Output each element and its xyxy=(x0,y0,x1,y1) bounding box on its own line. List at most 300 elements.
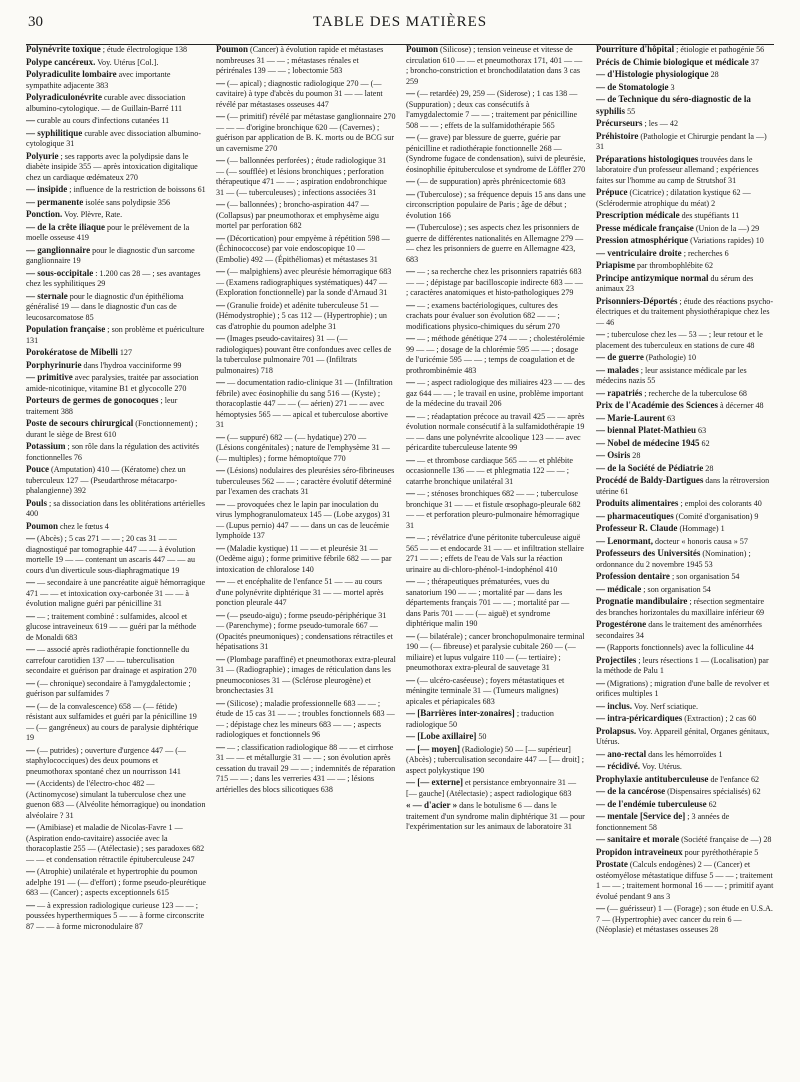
index-entry-text: ; son rôle dans la régulation des activités fonctionnelles 76 xyxy=(26,442,200,462)
index-entry-heading: Poste de secours chirurgical xyxy=(26,418,134,428)
index-entry-text: (Décortication) pour empyème à répétition 598 — (Échinococcose) par voie endoscopique 10 — (Embolie) 492 — (Épithéliomas) et métastases 31 xyxy=(216,233,390,264)
index-entry-text: et persistance embryonnaire 31 — [— gauche] (Atélectasie) ; aspect radiologique 683 xyxy=(406,778,577,798)
index-entry-text: — et thrombose cardiaque 565 — — et phlébite occasionnelle 136 — — et phlegmatia 122 — — ; catarrhe bronchique unilatéral 31 xyxy=(406,455,574,486)
index-entry-text: : 1.200 cas 28 — ; ses avantages chez les syphilitiques 29 xyxy=(26,268,201,288)
index-entry-text: (— ballonnées perforées) ; étude radiologique 31 — (— soufflée) et lésions bronchiques ; perforation thérapeutique 471 — — ; aspiration endobronchique 31 — (— tuberculeuses) ; infections associées 31 xyxy=(216,156,387,197)
index-entry-heading: — sous-occipitale xyxy=(26,267,94,278)
index-entry-heading: Polynévrite toxique xyxy=(26,44,101,54)
index-entry xyxy=(596,713,776,725)
index-entry-heading: Professeur R. Claude xyxy=(596,523,678,533)
index-entry-text: ; étude des réactions psycho-électriques et du traitement physiothérapique chez les — 46 xyxy=(596,296,774,327)
index-entry xyxy=(596,425,776,437)
index-entry xyxy=(596,400,776,412)
index-entry-heading: Pouls xyxy=(26,497,48,508)
index-entry-text: (Calculs endogènes) 2 — (Cancer) et ostéomyélose métastatique diffuse 5 — — ; traitement 1 — — ; traitement hormonal 16 — — ; primitif ayant évolué pendant 9 ans 3 xyxy=(596,860,774,901)
index-entry-text: — ; aspect radiologique des miliaires 423 — — des gaz 644 — — ; le travail en usine, problème important de la médecine du travail 206 xyxy=(406,378,585,408)
index-entry xyxy=(596,94,776,117)
index-entry xyxy=(216,266,396,299)
index-entry-text: ; son problème et puériculture 131 xyxy=(26,325,205,345)
index-entry-heading: — xyxy=(406,333,415,343)
index-entry-text: (Fonctionnement) ; durant le siège de Brest 610 xyxy=(26,419,198,439)
index-entry xyxy=(26,360,206,372)
index-entry-text: par thrombophlébite 62 xyxy=(637,261,714,270)
index-entry-text: 28 xyxy=(632,451,641,460)
index-entry xyxy=(596,438,776,450)
index-entry-text: avec importante sympathite adjacente 383 xyxy=(26,70,171,90)
index-entry-heading: — xyxy=(26,866,35,876)
index-entry-text: ; recherches 6 xyxy=(683,248,729,258)
index-entry-text: curable avec dissociation albumino-cytologique 31 xyxy=(26,128,201,148)
index-entry-text: (Radiologie) 50 — [— supérieur] (Abcès) ; tuberculisation secondaire 447 — [— droit] ; aspect polykystique 190 xyxy=(406,744,585,775)
index-entry-heading: — xyxy=(216,266,225,276)
index-entry-text: — documentation radio-clinique 31 — (Infiltration fébrile) avec éosinophilie du sang 516 — (Kyste) ; thoracoplastie 447 — — (— aérien) 271 — — avec hémoptysies 565 — — apical et tuberculose abortive 31 xyxy=(216,378,393,429)
index-entry-text: dans la rétroversion utérine 61 xyxy=(596,476,770,496)
index-entry-heading: — xyxy=(26,577,35,587)
index-entry xyxy=(406,631,586,674)
index-entry-heading: — [— externe] xyxy=(406,777,463,787)
index-entry xyxy=(406,532,586,575)
index-entry-heading: — xyxy=(26,644,35,654)
index-entry-text: ; leur assistance médicale par les médecins nazis 55 xyxy=(596,365,747,385)
index-entry-text: (Cancer) à évolution rapide et métastases nombreuses 31 — — ; métastases rénales et périrénales 139 — — ; lobectomie 583 xyxy=(216,45,384,75)
index-entry xyxy=(596,154,776,187)
index-entry-text: chez le fœtus 4 xyxy=(60,521,109,531)
page-title: TABLE DES MATIÈRES xyxy=(312,14,488,30)
index-entry-text: (— de la convalescence) 658 — (— fétide) résistant aux sulfamides et guéri par la pénicilline 19 — (— gangréneux) au cours de paralysie diphtérique 19 xyxy=(26,701,199,742)
index-entry xyxy=(406,576,586,630)
index-entry-text: (Pathologie) 10 xyxy=(645,353,696,362)
index-entry-text: ; traduction radiologique 50 xyxy=(406,709,554,729)
index-entry-text: dans le botulisme 6 — dans le traitement d'un syndrome malin diphtérique 31 — pour l'expérimentation sur les animaux de laboratoire 31 xyxy=(406,801,585,831)
index-entry xyxy=(216,543,396,576)
index-entry-text: (Nomination) ; ordonnance du 2 novembre 1945 53 xyxy=(596,549,751,569)
index-entry-text: (— ballonnées) ; broncho-aspiration 447 — (Collapsus) par pneumothorax et emphysème aigu mortel par perforation 682 xyxy=(216,200,379,230)
index-entry-heading: — xyxy=(216,542,225,553)
index-entry-heading: Pouce xyxy=(26,464,49,474)
index-entry-text: (— bilatérale) ; cancer bronchopulmonaire terminal 190 — (— fibreuse) et paralysie cubitale 260 — (— miliaire) et lupus vulgaire 110 — (— tertiaire) ; pneumothorax extra-pleural de sauvetage 31 xyxy=(406,631,585,672)
index-entry xyxy=(216,233,396,266)
index-entry-text: dans les hémorroïdes 1 xyxy=(648,749,723,759)
index-entry-heading: — sanitaire et morale xyxy=(596,834,680,844)
index-entry xyxy=(596,548,776,570)
index-entry-text: — ; sa recherche chez les prisonniers rapatriés 683 — — ; dépistage par bacilloscopie indirecte 683 — — ; caractères anatomiques et histo-pathologiques 279 xyxy=(406,267,583,297)
index-entry-heading: Préhistoire xyxy=(596,130,639,141)
index-entry xyxy=(216,199,396,232)
index-entry-heading: — xyxy=(216,697,225,708)
index-entry-text: (Société française de —) 28 xyxy=(681,835,772,844)
index-entry xyxy=(596,834,776,846)
index-entry-heading: — xyxy=(406,488,415,498)
index-entry-heading: — inclus. xyxy=(596,700,633,711)
index-entry-heading: Polyradiculonévrite xyxy=(26,92,102,102)
index-entry-heading: — xyxy=(406,266,415,276)
index-entry-heading: — de la cancérose xyxy=(596,786,666,796)
index-entry-text: ; résection segmentaire des branches horizontales du maxillaire inférieur 69 xyxy=(596,597,765,617)
index-entry-text: (— chronique) secondaire à l'amygdalectomie ; guérison par sulfamides 7 xyxy=(26,678,191,698)
index-entry xyxy=(596,273,776,295)
index-entry-text: 50 xyxy=(478,732,487,741)
index-entry-text: — ; thérapeutiques prématurées, vues du sanatorium 190 — — ; mortalité par — dans les départements français 701 — — ; mortalité par — dans Paris 701 — — (— aiguë) et syndrome diphtérique malin 190 xyxy=(406,577,570,628)
index-entry xyxy=(406,488,586,531)
index-column-3 xyxy=(406,44,586,1074)
index-entry xyxy=(596,187,776,209)
index-entry-text: — ; examens bactériologiques, cultures des crachats pour évaluer son évolution 682 — — ; modifications physico-chimiques du sérum 270 xyxy=(406,300,560,331)
index-entry xyxy=(596,498,776,510)
index-entry-text: — à expression radiologique curieuse 123 — — ; poussées hyperthermiques 5 — — à forme circonscrite 87 — — à forme micronodulaire 87 xyxy=(26,900,205,931)
index-entry-text: 28 xyxy=(710,70,719,79)
index-entry xyxy=(596,655,776,677)
index-entry-heading: — xyxy=(406,532,415,542)
index-entry-text: (Silicose) ; maladie professionnelle 683 — — ; étude de 15 cas 31 — — ; troubles fonctionnels 683 — — ; dépistage chez les mineurs 683 — — ; aspects radiologiques et fonctionnels 96 xyxy=(216,698,395,739)
index-entry xyxy=(596,726,776,748)
index-entry-heading: — intra-péricardiques xyxy=(596,713,683,723)
index-column-2 xyxy=(216,44,396,1074)
index-entry xyxy=(216,44,396,77)
index-entry xyxy=(216,499,396,542)
index-entry xyxy=(406,333,586,376)
index-entry-text: (Migrations) ; migration d'une balle de revolver et orifices multiples 1 xyxy=(596,678,770,698)
index-entry xyxy=(406,455,586,488)
index-entry-heading: Prolapsus. xyxy=(596,725,637,736)
index-entry xyxy=(596,463,776,475)
index-entry xyxy=(216,742,396,796)
index-entry-heading: Polyurie xyxy=(26,150,59,161)
index-entry-text: Voy. Plèvre, Rate. xyxy=(64,210,123,219)
index-entry-text: ; leurs résections 1 — (Localisation) par la méthode de Palu 1 xyxy=(596,655,769,675)
index-entry-heading: Prescription médicale xyxy=(596,210,680,220)
index-entry xyxy=(216,465,396,498)
index-entry xyxy=(406,675,586,708)
index-entry-heading: Poumon xyxy=(406,44,439,54)
index-entry-text: — secondaire à une pancréatite aiguë hémorragique 471 — — et intoxication oxy-carbonée 31 — — à évolution maligne guéri par pénicilline 31 xyxy=(26,578,206,608)
index-entry xyxy=(26,395,206,417)
index-entry-heading: — Lenormant, xyxy=(596,535,653,546)
index-entry xyxy=(596,365,776,387)
index-entry xyxy=(596,678,776,700)
index-entry-heading: — xyxy=(596,903,605,913)
index-entry-text: — ; traitement combiné : sulfamides, alcool et glucose intraveineux 619 — — guéri par la méthode de Monaldi 683 xyxy=(26,611,197,642)
index-entry xyxy=(26,418,206,440)
index-entry xyxy=(596,352,776,364)
index-entry xyxy=(596,329,776,351)
index-entry-heading: — insipide xyxy=(26,184,68,194)
index-entry-heading: — xyxy=(406,299,415,310)
index-entry-text: (Granulie froide) et adénite tuberculeuse 51 — (Hémodystrophie) ; 5 cas 112 — (Hypertrophie) ; un cas d'atrophie du poumon adelphe 31 xyxy=(216,300,387,331)
index-entry xyxy=(26,701,206,744)
index-entry-text: ; emploi des colorants 40 xyxy=(680,499,762,508)
index-entry xyxy=(216,432,396,465)
index-entry-heading: Projectiles xyxy=(596,654,637,665)
index-entry-text: du sérum des animaux 23 xyxy=(596,273,754,293)
index-entry xyxy=(596,388,776,400)
index-entry-heading: — pharmaceutiques xyxy=(596,510,674,521)
index-entry-heading: — xyxy=(406,454,415,465)
index-entry-heading: — xyxy=(216,431,225,442)
index-entry-text: 63 xyxy=(698,426,707,435)
index-entry-text: (Atrophie) unilatérale et hypertrophie du poumon adelphe 191 — (— d'effort) ; forme pseudo-pleurétique 683 — (Cancer) ; aspects exceptionnels 615 xyxy=(26,867,206,897)
index-entry-text: (— ulcéro-caséeuse) ; foyers métastatiques et méningite terminale 31 — (Tumeurs malignes) apicales et périapicales 683 xyxy=(406,675,565,706)
index-entry-heading: — xyxy=(26,744,35,755)
index-entry-text: ; recherche de la tuberculose 68 xyxy=(644,388,747,398)
index-entry-heading: Pourriture d'hôpital xyxy=(596,44,675,54)
index-entry-text: 28 xyxy=(705,463,714,473)
index-entry-heading: — de la Société de Pédiatrie xyxy=(596,462,704,473)
index-entry-text: (Comité d'organisation) 9 xyxy=(675,511,759,521)
index-entry-text: 127 xyxy=(119,348,132,357)
index-entry-heading: — Nobel de médecine 1945 xyxy=(596,437,700,448)
index-entry-heading: — xyxy=(216,741,225,752)
index-entry xyxy=(26,324,206,346)
index-entry xyxy=(406,222,586,265)
index-entry xyxy=(26,611,206,644)
index-entry-text: (Abcès) ; 5 cas 271 — — ; 20 cas 31 — — diagnostiqué par tomographie 447 — — à évolution mortelle 19 — — contenant un ascaris 447 — — au cours d'un diverticule sous-diaphragmatique 19 xyxy=(26,534,196,575)
index-entry-text: à décerner 48 xyxy=(720,401,764,410)
index-entry xyxy=(406,731,586,743)
index-entry xyxy=(596,511,776,523)
index-entry-heading: Propidon intraveineux xyxy=(596,846,683,857)
index-entry-text: pour le diagnostic d'un sarcome ganglionnaire 19 xyxy=(26,245,195,265)
index-entry xyxy=(596,749,776,761)
index-entry-heading: — malades xyxy=(596,364,639,375)
index-entry-heading: — xyxy=(406,410,415,421)
index-entry xyxy=(596,210,776,222)
index-entry-text: — ; réadaptation précoce au travail 425 — — après évolution normale consécutif à la sulfamidothérapie 19 — — dans une polynévrite alcoolique 123 — — avec péricardite tuberculeuse latente 99 xyxy=(406,411,585,452)
index-entry xyxy=(26,745,206,778)
index-entry-text: ; sa dissociation dans les oblitérations artérielles 400 xyxy=(26,498,206,518)
index-entry-heading: — xyxy=(216,155,225,165)
index-entry-heading: — xyxy=(26,700,35,711)
index-entry-heading: — syphilitique xyxy=(26,127,83,138)
index-entry xyxy=(406,189,586,222)
index-entry xyxy=(406,800,586,833)
index-entry xyxy=(26,347,206,359)
index-entry-text: 63 xyxy=(667,413,676,423)
index-entry xyxy=(216,576,396,609)
index-entry xyxy=(596,859,776,902)
index-entry xyxy=(596,786,776,798)
index-entry-heading: — xyxy=(216,111,225,121)
index-entry-text: — et encéphalite de l'enfance 51 — — au cours d'une polynévrite diphtérique 31 — — mortel après ponction pleurale 447 xyxy=(216,577,384,607)
index-entry-heading: — xyxy=(26,533,35,543)
index-entry-text: ; leur traitement 388 xyxy=(26,396,178,416)
index-entry-heading: — xyxy=(596,329,605,339)
index-entry xyxy=(596,596,776,618)
index-entry-heading: — sternale xyxy=(26,290,68,301)
index-entry-heading: Pression atmosphérique xyxy=(596,235,689,245)
index-entry-text: (— pseudo-aigu) ; forme pseudo-périphérique 31 — (Parenchyme) ; forme pseudo-tumorale 667 — (Opacités pneumoniques) ; condensations rétractiles et hépatisations 31 xyxy=(216,610,393,651)
index-entry xyxy=(216,654,396,697)
index-entry xyxy=(596,131,776,153)
index-entry-heading: Presse médicale française xyxy=(596,222,694,233)
index-entry-heading: Poumon xyxy=(26,520,59,531)
index-entry-heading: — xyxy=(26,899,35,910)
index-entry-text: (Images pseudo-cavitaires) 31 — (— radiologiques) pouvant être confondues avec celles de la tuberculose pulmonaire 701 — (Infiltrats pulmonaires) 718 xyxy=(216,334,392,375)
index-entry-heading: Prix de l'Académie des Sciences xyxy=(596,400,718,410)
index-entry xyxy=(26,372,206,394)
index-entry-heading: Population française xyxy=(26,324,106,334)
index-entry xyxy=(406,266,586,299)
index-entry-text: ; les — 42 xyxy=(644,119,679,128)
index-entry xyxy=(26,533,206,576)
index-entry-heading: Professeurs des Universités xyxy=(596,548,701,558)
index-entry xyxy=(26,209,206,221)
index-entry-text: (— suppuré) 682 — (— hydatique) 270 — (Lésions congénitales) ; nature de l'emphysème 31 — (— multiples) ; forme hémoptoïque 770 xyxy=(216,432,390,463)
index-entry-heading: — médicale xyxy=(596,583,642,594)
index-entry xyxy=(596,847,776,859)
index-entry xyxy=(26,866,206,899)
index-entry xyxy=(406,176,586,188)
index-entry-heading: Prognatie mandibulaire xyxy=(596,596,688,606)
index-entry xyxy=(26,44,206,56)
index-entry-heading: — primitive xyxy=(26,372,73,382)
index-entry xyxy=(596,523,776,535)
index-entry xyxy=(596,118,776,130)
index-entry-heading: — xyxy=(406,630,415,641)
index-entry-heading: — ano-rectal xyxy=(596,748,647,759)
index-entry-heading: — d'Histologie physiologique xyxy=(596,69,709,79)
index-entry-heading: — xyxy=(216,77,225,88)
index-entry xyxy=(596,69,776,81)
index-entry-heading: Polyradiculite lombaire xyxy=(26,69,117,79)
index-entry-text: (Tuberculose) ; sa fréquence depuis 15 ans dans une circonscription populaire de Paris ; âge de début ; évolution 166 xyxy=(406,189,586,220)
index-entry xyxy=(26,678,206,700)
index-entry xyxy=(596,260,776,272)
index-entry-heading: — xyxy=(26,677,35,688)
index-entry-text: avec paralysies, traitée par association amide-nicotinique, vitamine B1 et glycocolle 270 xyxy=(26,373,199,393)
index-entry-text: dans l'hydroa vacciniforme 99 xyxy=(83,360,182,370)
index-entry-heading: — xyxy=(216,199,225,209)
index-entry-text: (— grave) par blessure de guerre, guérie par pénicilline et radiothérapie fonctionnelle 268 — (Syndrome fugace de condensation), suivi de pleurésie, éosinophilie épituberculose et syndrome de Löffler 270 xyxy=(406,133,586,174)
index-entry xyxy=(596,642,776,654)
index-entry xyxy=(216,610,396,653)
index-entry-heading: Poumon xyxy=(216,44,249,54)
index-entry-text: ; son organisation 54 xyxy=(643,584,711,594)
index-entry-text: ; son organisation 54 xyxy=(671,572,740,581)
index-entry-text: 55 xyxy=(627,106,636,116)
index-entry xyxy=(26,464,206,497)
index-entry xyxy=(596,619,776,641)
index-entry-heading: — xyxy=(406,674,415,685)
index-entry-text: (— primitif) révélé par métastase ganglionnaire 270 — — — d'origine bronchique 620 — (Cavernes) ; guérison par application de B. K. morts ou de BCG sur un cavernisme 270 xyxy=(216,112,396,153)
index-entry-heading: — de la crête iliaque xyxy=(26,221,105,232)
index-entry xyxy=(216,155,396,198)
index-entry-heading: — xyxy=(406,88,415,98)
index-entry-text: curable au cours d'infections cutanées 11 xyxy=(37,116,170,125)
index-entry xyxy=(596,57,776,69)
index-entry-heading: Précis de Chimie biologique et médicale xyxy=(596,56,749,67)
index-entry xyxy=(26,151,206,184)
index-entry xyxy=(596,450,776,462)
index-entry-heading: — ganglionnaire xyxy=(26,244,91,255)
index-entry-text: (Silicose) ; tension veineuse et vitesse de circulation 610 — — et pneumothorax 171, 401 — — ; broncho-constriction et bronchodilatation dans 3 cas 259 xyxy=(406,45,583,86)
index-entry xyxy=(406,744,586,777)
index-entry-heading: Produits alimentaires xyxy=(596,498,679,508)
index-entry xyxy=(596,761,776,773)
index-entry-text: 37 xyxy=(750,57,759,67)
index-entry-heading: — xyxy=(596,677,605,688)
index-entry-heading: — [Barrières inter-zonaires] xyxy=(406,708,515,718)
index-entry-heading: — xyxy=(216,465,225,475)
index-columns xyxy=(26,44,776,1074)
index-entry-heading: Porokératose de Mibelli xyxy=(26,347,118,357)
index-entry-heading: — xyxy=(216,299,225,310)
index-entry xyxy=(26,184,206,196)
index-entry-heading: — xyxy=(406,377,415,387)
index-entry xyxy=(26,521,206,533)
index-entry-heading: — [— moyen] xyxy=(406,743,460,754)
index-entry-text: (Rapports fonctionnels) avec la folliculine 44 xyxy=(607,643,754,652)
index-entry-heading: Potassium xyxy=(26,441,66,451)
index-entry-text: (Pathologie et Chirurgie pendant la —) 31 xyxy=(596,131,767,151)
index-column-4 xyxy=(596,44,776,1074)
index-entry xyxy=(596,475,776,497)
index-entry-text: (Extraction) ; 2 cas 60 xyxy=(684,714,757,723)
index-entry-text: de l'enfance 62 xyxy=(710,774,760,784)
index-entry-text: (Plombage paraffiné) et pneumothorax extra-pleural 31 — (Radiographie) ; images de réticulation dans les pneumoconioses 31 — (Sclérose pleurogène) et bronchectasies 31 xyxy=(216,654,396,695)
index-entry-text: ; ses rapports avec la polydipsie dans le diabète insipide 355 — après intoxication digitalique chez un cardiaque œdémateux 270 xyxy=(26,151,198,182)
index-entry-heading: — xyxy=(406,188,415,199)
index-entry-text: curable avec dissociation albumino-cytologique. — de Guillain-Barré 111 xyxy=(26,93,186,113)
index-entry xyxy=(26,291,206,324)
index-entry-heading: — xyxy=(26,115,35,125)
index-entry-heading: Profession dentaire xyxy=(596,571,670,581)
index-column-1 xyxy=(26,44,206,1074)
index-entry-text: ; étude électrologique 138 xyxy=(102,45,188,54)
index-entry-heading: Ponction. xyxy=(26,209,63,219)
index-entry xyxy=(26,245,206,267)
index-entry-heading: Progestérone xyxy=(596,619,647,629)
index-entry-heading: — de Technique du séro-diagnostic de la syphilis xyxy=(596,94,751,116)
index-entry-text: — associé après radiothérapie fonctionnelle du carrefour carotidien 137 — — tuberculisation secondaire et guérison par drainage et aspiration 270 xyxy=(26,645,197,675)
index-entry-text: pour le prélèvement de la moelle osseuse 419 xyxy=(26,222,190,242)
index-entry-heading: — xyxy=(406,222,415,232)
index-entry xyxy=(216,111,396,154)
index-entry xyxy=(216,333,396,376)
index-entry-text: (Union de la —) 29 xyxy=(695,223,760,233)
index-entry-heading: — xyxy=(406,576,415,586)
index-entry-text: (— de suppuration) après phrénicectomie 683 xyxy=(417,177,566,186)
index-entry-text: ; tuberculose chez les — 53 — ; leur retour et le placement des tuberculeux en stations de cure 48 xyxy=(596,330,763,350)
index-entry-heading: Prépuce xyxy=(596,187,628,197)
index-entry-heading: — xyxy=(216,576,225,586)
index-entry-text: des stupéfiants 11 xyxy=(681,211,740,220)
index-entry-heading: Prisonniers-Déportés xyxy=(596,295,678,306)
index-entry-text: dans le traitement des aménorrhées secondaires 34 xyxy=(596,620,762,640)
index-entry-text: ; influence de la restriction de boissons 61 xyxy=(69,185,206,194)
index-entry-text: 62 xyxy=(701,438,710,448)
index-entry xyxy=(406,377,586,410)
index-entry xyxy=(26,222,206,244)
index-entry-text: — ; révélatrice d'une péritonite tuberculeuse aiguë 565 — — et endocarde 31 — — et infiltration stellaire 271 — — ; effets de l'eau de Vals sur la réaction urinaire au di-chloro-phénol-1-indophénol 410 xyxy=(406,533,585,574)
index-entry-text: trouvées dans le laboratoire d'un professeur allemand ; expériences faites sur l'homme au camp de Strutshof 31 xyxy=(596,154,759,185)
index-entry-text: ; étiologie et pathogénie 56 xyxy=(676,45,765,54)
index-entry-text: (— putrides) ; ouverture d'urgence 447 — (— staphylococciques) des deux poumons et pneumothorax spontané chez un nourrisson 141 xyxy=(26,745,187,776)
index-entry-text: (Maladie kystique) 11 — — et pleurésie 31 — (Oedème aigu) ; forme primitive fébrile 682 — — par intoxication de chloralose 140 xyxy=(216,543,392,574)
index-entry-heading: — xyxy=(406,132,415,142)
index-entry xyxy=(596,235,776,247)
index-entry-text: (Cicatrice) ; dilatation kystique 62 — (Sclérodermie atrophique du méat) 2 xyxy=(596,188,751,208)
index-entry xyxy=(596,248,776,260)
index-entry xyxy=(406,777,586,799)
index-entry xyxy=(596,413,776,425)
index-entry-heading: — xyxy=(216,609,225,620)
index-entry-text: docteur « honoris causa » 57 xyxy=(655,536,748,546)
index-entry-text: (— apical) ; diagnostic radiologique 270 — (— cavitaire) à type d'abcès du poumon 31 — — latent révélé par métastases osseuses 447 xyxy=(216,78,383,109)
index-entry-heading: Procédé de Baldy-Dartigues xyxy=(596,475,704,485)
index-entry-text: (Accidents) de l'électro-choc 482 — (Actinomycose) simulant la tuberculose chez une guenon 683 — (Alvéolite hémorragique) ou inondation alvéolaire ? 31 xyxy=(26,779,206,820)
index-entry xyxy=(216,698,396,741)
index-entry-heading: — xyxy=(26,778,35,788)
